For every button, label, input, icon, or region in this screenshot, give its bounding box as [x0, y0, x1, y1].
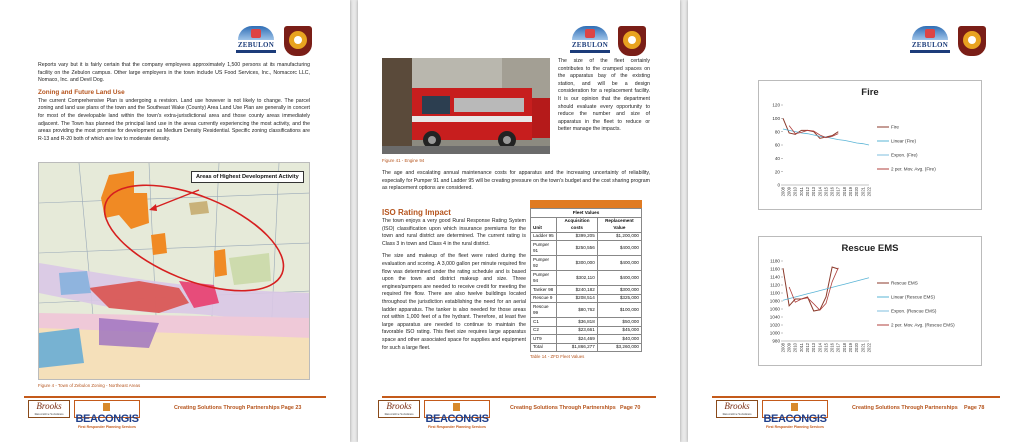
table-caption: Table 14 - ZFD Fleet Values [530, 354, 585, 359]
fire-chart [758, 80, 982, 210]
document-page-23 [0, 0, 350, 442]
table-cell: $208,514 [557, 294, 598, 303]
table-cell: Pumper 92 [531, 256, 557, 271]
y-tick-label: 1000 [769, 330, 780, 336]
y-tick-label: 1080 [769, 298, 780, 304]
table-cell: $50,000 [597, 318, 641, 327]
page-footer [358, 394, 680, 428]
x-tick-label: 2019 [847, 343, 853, 353]
table-cell: $3,260,000 [597, 343, 641, 352]
table-cell: UT9 [531, 335, 557, 344]
paragraph: The age and escalating annual maintenance costs for apparatus and the increasing uncertainty of reliability, especially for Pumper 91 and Ladder 95 will be creating pressure on the town's budget and the cost sharing program as replacement options are considered. [382, 170, 650, 192]
footer-tagline: Creating Solutions Through Partnerships [852, 405, 958, 411]
table-cell: $240,182 [557, 286, 598, 295]
x-tick-label: 2010 [792, 343, 798, 353]
table-row [531, 294, 642, 303]
fire-department-badge-icon [618, 26, 646, 56]
table-cell: $300,000 [597, 286, 641, 295]
table-cell: $250,556 [557, 241, 598, 256]
x-tick-label: 2018 [841, 343, 847, 353]
table-cell: $399,205 [557, 232, 598, 241]
fire-department-badge-icon [958, 26, 986, 56]
page-number: Page 70 [620, 405, 641, 411]
zebulon-logo: ZEBULON [908, 26, 952, 56]
chart-title: Rescue EMS [841, 243, 899, 254]
table-cell: $400,000 [597, 271, 641, 286]
x-tick-label: 2011 [798, 187, 804, 197]
table-cell: Rescue 9 [531, 294, 557, 303]
figure-caption: Figure 4 - Town of Zebulon Zoning - Northeast Areas [38, 383, 141, 388]
table-cell: Tanker 98 [531, 286, 557, 295]
table-cell: $24,469 [557, 335, 598, 344]
beacon-icon [453, 403, 460, 411]
table-cell: C2 [531, 326, 557, 335]
y-tick-label: 120 [772, 102, 780, 108]
table-row [531, 232, 642, 241]
y-tick-label: 0 [777, 182, 780, 188]
x-tick-label: 2022 [866, 343, 872, 353]
series-line [783, 129, 869, 145]
x-tick-label: 2014 [817, 187, 823, 197]
table-row [531, 271, 642, 286]
y-tick-label: 980 [772, 338, 780, 344]
table-cell: $45,000 [597, 326, 641, 335]
table-row [531, 256, 642, 271]
x-tick-label: 2014 [817, 343, 823, 353]
table-cell: $400,000 [597, 241, 641, 256]
y-tick-label: 1180 [770, 258, 780, 264]
table-cell: $23,661 [557, 326, 598, 335]
legend-entry: Expon. (Fire) [891, 152, 918, 158]
page-number: Page 78 [964, 405, 985, 411]
table-cell: $325,000 [597, 294, 641, 303]
page-number: Page 23 [281, 405, 302, 411]
y-tick-label: 1120 [770, 282, 780, 288]
x-tick-label: 2016 [829, 343, 835, 353]
page-footer [0, 394, 350, 428]
zebulon-logo: ZEBULON [234, 26, 278, 56]
x-tick-label: 2012 [804, 187, 810, 197]
table-cell: Total [531, 343, 557, 352]
table-cell: Pumper 91 [531, 241, 557, 256]
rescue-ems-chart [758, 236, 982, 366]
x-tick-label: 2020 [854, 187, 860, 197]
document-page-70 [358, 0, 680, 442]
x-tick-label: 2015 [823, 187, 829, 197]
x-tick-label: 2008 [780, 187, 786, 197]
table-header: Unit [531, 217, 557, 232]
table-cell: Pumper 94 [531, 271, 557, 286]
legend-entry: Linear (Fire) [891, 138, 917, 144]
y-tick-label: 1060 [769, 306, 780, 312]
brooks-logo: Brooks Innovative Solutions [378, 400, 420, 418]
photo-caption: Figure 41 - Engine 94 [382, 158, 425, 163]
x-tick-label: 2021 [860, 343, 866, 353]
table-cell: $1,200,000 [597, 232, 641, 241]
table-row [531, 241, 642, 256]
table-row [531, 286, 642, 295]
x-tick-label: 2019 [847, 187, 853, 197]
table-cell: $100,000 [597, 303, 641, 318]
footer-tagline: Creating Solutions Through Partnerships [174, 405, 280, 411]
x-tick-label: 2008 [780, 343, 786, 353]
legend-entry: 2 per. Mov. Avg. (Rescue EMS) [891, 322, 955, 328]
footer-tagline: Creating Solutions Through Partnerships [510, 405, 616, 411]
x-tick-label: 2009 [786, 343, 792, 353]
beacon-icon [791, 403, 798, 411]
paragraph: The town enjoys a very good Rural Response Rating System (ISO) classification upon which insurance premiums for the town and rural district are determined. The current rating is Class 3 in town and Class 4 in the rural district. [382, 218, 526, 247]
y-tick-label: 1100 [770, 290, 780, 296]
legend-entry: 2 per. Mov. Avg. (Fire) [891, 166, 936, 172]
y-tick-label: 1140 [770, 274, 780, 280]
section-heading: ISO Rating Impact [382, 208, 451, 217]
paragraph: The size of the fleet certainly contributes to the cramped spaces on the apparatus bay of the existing station, and will be a design consideration for a replacement facility. It is our opinion that the department should evaluate every opportunity to reduce the number and size of apparatus in the fleet to reduce or better manage the impacts. [558, 58, 650, 133]
x-tick-label: 2017 [835, 187, 841, 197]
y-tick-label: 20 [774, 169, 780, 175]
fleet-values-table [530, 208, 642, 352]
x-tick-label: 2009 [786, 187, 792, 197]
table-header: Replacement Value [597, 217, 641, 232]
table-row [531, 303, 642, 318]
x-tick-label: 2016 [829, 187, 835, 197]
document-page-78 [688, 0, 1024, 442]
fire-chart-svg [759, 81, 983, 211]
table-cell: $400,000 [597, 256, 641, 271]
x-tick-label: 2011 [798, 343, 804, 353]
legend-entry: Fire [891, 124, 899, 130]
zebulon-logo: ZEBULON [568, 26, 612, 56]
fleet-values-table-wrap [530, 200, 642, 359]
y-tick-label: 80 [774, 129, 780, 135]
legend-entry: Rescue EMS [891, 280, 918, 286]
beacongis-logo: BEACONGIS First Responder Planning Services [424, 400, 490, 418]
x-tick-label: 2012 [804, 343, 810, 353]
table-cell: C1 [531, 318, 557, 327]
beacongis-logo: BEACONGIS First Responder Planning Services [762, 400, 828, 418]
section-heading: Zoning and Future Land Use [38, 88, 125, 96]
table-cell: $300,000 [557, 256, 598, 271]
table-cell: $36,818 [557, 318, 598, 327]
rescue-ems-chart-svg [759, 237, 983, 367]
table-cell: Ladder 95 [531, 232, 557, 241]
paragraph: The size and makeup of the fleet were rated during the evaluation and scoring. A 3,000 gallon per minute required fire flow was determined under the rating schedule and is based upon the town and district makeup and size. Three engines/pumpers are needed to receive credit for meeting the required fire flow. There are also twelve buildings located throughout the jurisdiction establishing the need for an aerial ladder apparatus. The tanker is also needed for those areas not within 1,000 feet of a fire hydrant. Therefore, at least five large apparatus are needed to continue to maintain the favorable ISO rating. This fleet size requires large apparatus space and other associated space for supplies and equipment for such a large fleet. [382, 253, 526, 351]
header-logos [908, 26, 986, 56]
x-tick-label: 2017 [835, 343, 841, 353]
legend-entry: Expon. (Rescue EMS) [891, 308, 937, 314]
x-tick-label: 2013 [811, 187, 817, 197]
fire-department-badge-icon [284, 26, 312, 56]
y-tick-label: 40 [774, 155, 780, 161]
x-tick-label: 2020 [854, 343, 860, 353]
table-cell: $80,762 [557, 303, 598, 318]
y-tick-label: 100 [772, 115, 780, 121]
header-logos [234, 26, 312, 56]
x-tick-label: 2013 [811, 343, 817, 353]
brooks-logo: Brooks Innovative Solutions [28, 400, 70, 418]
chart-title: Fire [861, 87, 879, 98]
brooks-logo: Brooks Innovative Solutions [716, 400, 758, 418]
x-tick-label: 2022 [866, 187, 872, 197]
table-cell: Rescue 99 [531, 303, 557, 318]
x-tick-label: 2021 [860, 187, 866, 197]
table-row [531, 318, 642, 327]
x-tick-label: 2015 [823, 343, 829, 353]
table-cell: $302,110 [557, 271, 598, 286]
table-row [531, 343, 642, 352]
x-tick-label: 2018 [841, 187, 847, 197]
iso-text-column [382, 218, 526, 352]
engine-photo [382, 58, 550, 154]
table-cell: $40,000 [597, 335, 641, 344]
zoning-map [38, 162, 310, 380]
y-tick-label: 1020 [769, 322, 780, 328]
table-row [531, 326, 642, 335]
beacongis-logo: BEACONGIS First Responder Planning Services [74, 400, 140, 418]
legend-entry: Linear (Rescue EMS) [891, 294, 935, 300]
table-title: Fleet Values [531, 209, 642, 218]
y-tick-label: 1160 [770, 266, 780, 272]
header-logos [568, 26, 646, 56]
y-tick-label: 1040 [769, 314, 780, 320]
y-tick-label: 60 [774, 142, 780, 148]
paragraph: The current Comprehensive Plan is undergoing a revision. Land use however is not likely to change. The parcel zoning and land use plans of the town and the Southeast Wake (County) Area Land Use Plan are generally in concert for most of the developable land within the town's extra-jurisdictional area and those county areas immediately adjacent. The Town has planned the principal land use in the areas currently experiencing the most activity, and the areas providing the most promise for development as Medium Density Residential. Specific zoning classifications are R-13 and R-20 both of which are low to moderate density. [38, 97, 310, 142]
table-row [531, 335, 642, 344]
paragraph: Reports vary but it is fairly certain that the company employees approximately 1,500 persons at its manufacturing facility on the Zebulon campus. Other large employers in the town include US Food Services, Inc., Nomacorc LLC, Nomaco, Inc. and Devil Dog. [38, 62, 310, 84]
page-body [38, 62, 310, 143]
x-tick-label: 2010 [792, 187, 798, 197]
beacon-icon [103, 403, 110, 411]
table-header: Acquisition costs [557, 217, 598, 232]
table-cell: $1,866,277 [557, 343, 598, 352]
map-callout-label: Areas of Highest Development Activity [191, 171, 304, 183]
page-footer [688, 394, 1024, 428]
